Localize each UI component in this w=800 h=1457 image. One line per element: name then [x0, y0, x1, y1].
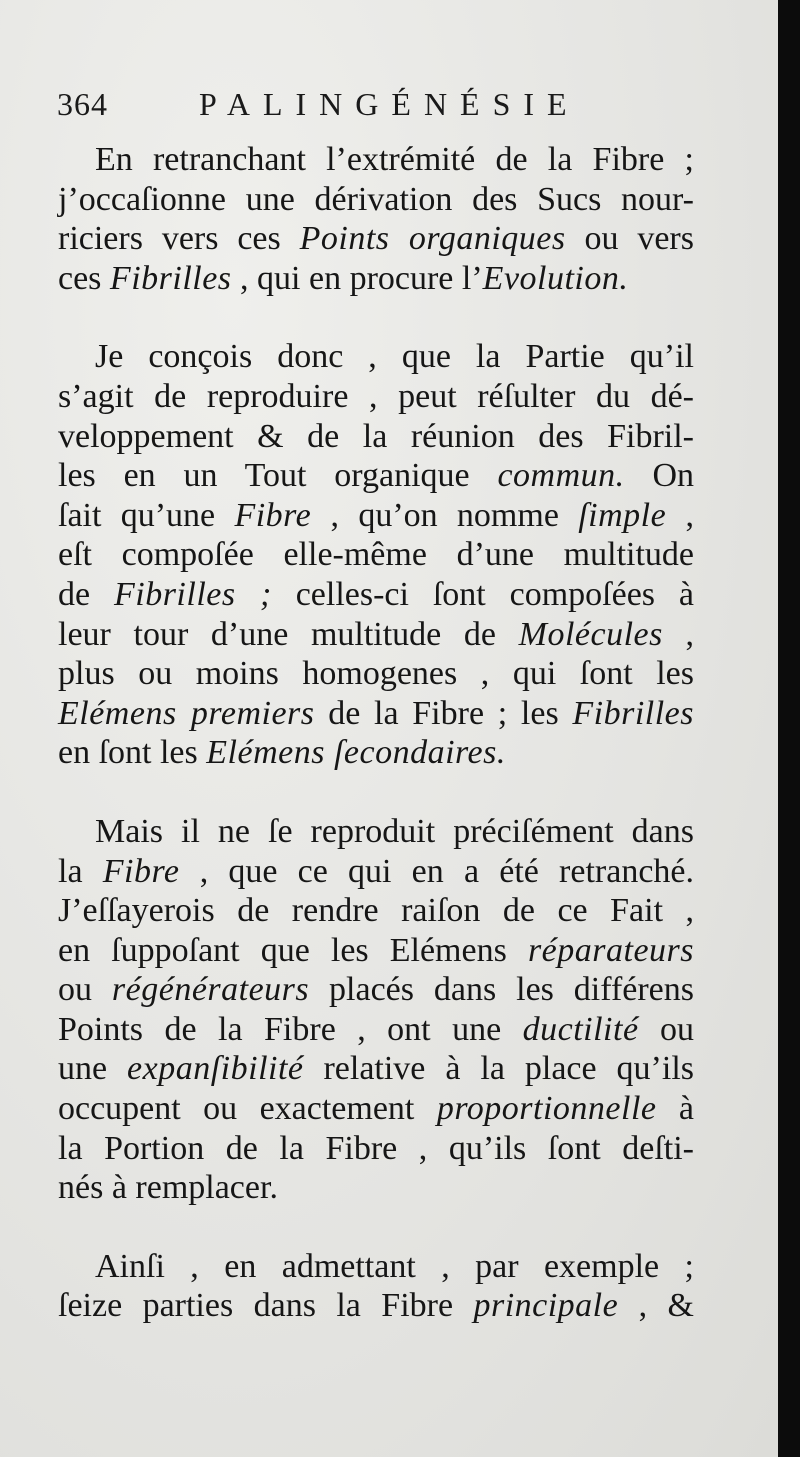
text-line: [58, 812, 694, 852]
text-run: Ainſi , en admettant , par exemple ;: [95, 1247, 694, 1285]
paragraph: [58, 140, 694, 298]
text-run: , qu’on nomme: [311, 496, 579, 534]
text-line: [58, 852, 694, 892]
text-run: s’agit de reproduire , peut réſulter du dé-: [58, 377, 694, 415]
text-run: En retranchant l’extrémité de la Fibre ;: [95, 141, 694, 178]
text-line: [58, 1168, 694, 1208]
text-run: J’eſſayerois de rendre raiſon de ce Fait ,: [58, 892, 694, 930]
text-run: plus ou moins homogenes , qui ſont les: [58, 655, 694, 693]
italic-run: commun.: [497, 457, 625, 495]
text-run: ſait qu’une: [58, 496, 235, 534]
text-run: veloppement & de la réunion des Fibril-: [58, 417, 694, 455]
text-line: [58, 891, 694, 931]
paragraph-gap: [58, 1208, 694, 1247]
text-run: On: [624, 457, 694, 495]
text-line: [58, 140, 694, 180]
italic-run: ductilité: [522, 1010, 639, 1048]
text-run: Mais il ne ſe reproduit préciſément dans: [95, 812, 694, 850]
text-line: [58, 1010, 694, 1050]
text-run: la Portion de la Fibre , qu’ils ſont deſti-: [58, 1129, 694, 1167]
text-line: [58, 654, 694, 694]
text-run: , que ce qui en a été retranché.: [179, 852, 694, 890]
text-run: placés dans les différens: [309, 971, 694, 1009]
text-line: [58, 694, 694, 734]
italic-run: Fibrilles: [572, 694, 694, 732]
text-run: , qui en procure l’: [231, 259, 483, 297]
text-line: [58, 931, 694, 971]
italic-run: régénérateurs: [111, 971, 310, 1009]
text-line: [58, 377, 694, 417]
paragraph: [58, 1247, 694, 1326]
text-line: [58, 1089, 694, 1129]
text-line: [58, 1286, 694, 1326]
italic-run: Points organiques: [299, 220, 566, 258]
text-run: riciers vers ces: [58, 220, 300, 258]
italic-run: expanſibilité: [127, 1050, 304, 1088]
text-run: , &: [618, 1287, 694, 1325]
text-line: [58, 337, 694, 377]
paragraph: [58, 812, 694, 1208]
text-line: [58, 496, 694, 536]
text-run: ou: [58, 971, 112, 1009]
text-line: [58, 1049, 694, 1089]
text-run: ,: [662, 615, 694, 653]
running-header: [57, 86, 697, 126]
italic-run: Fibre: [234, 496, 312, 534]
text-run: ces: [58, 259, 110, 297]
text-run: eſt compoſée elle-même d’une multitude: [58, 536, 694, 574]
text-run: de la Fibre ; les: [314, 694, 573, 732]
text-run: en ſuppoſant que les Elémens: [58, 931, 528, 969]
italic-run: réparateurs: [527, 931, 694, 969]
text-line: [58, 1247, 694, 1287]
text-run: une: [58, 1050, 128, 1088]
italic-run: Fibre: [102, 852, 180, 890]
italic-run: Elémens ſecondaires.: [206, 734, 506, 772]
italic-run: principale: [473, 1287, 619, 1325]
text-run: ,: [666, 496, 694, 534]
italic-run: Elémens premiers: [58, 694, 315, 732]
text-run: leur tour d’une multitude de: [58, 615, 519, 653]
italic-run: ſimple: [578, 496, 667, 534]
running-title: PALINGÉNÉSIE: [199, 86, 580, 122]
text-line: [58, 259, 694, 299]
italic-run: proportionnelle: [436, 1090, 657, 1128]
text-run: Je conçois donc , que la Partie qu’il: [95, 338, 694, 376]
text-line: [58, 180, 694, 220]
text-line: [58, 615, 694, 655]
text-run: ou: [638, 1010, 694, 1048]
paragraph: [58, 337, 694, 773]
text-line: [58, 535, 694, 575]
text-run: occupent ou exactement: [58, 1090, 437, 1128]
page-number: 364: [57, 86, 108, 122]
text-run: relative à la place qu’ils: [303, 1050, 694, 1088]
text-line: [58, 575, 694, 615]
text-line: [58, 1129, 694, 1169]
italic-run: Evolution.: [482, 259, 629, 297]
body-text: [58, 140, 694, 1326]
text-run: ſeize parties dans la Fibre: [58, 1287, 474, 1325]
text-run: la: [58, 852, 103, 890]
italic-run: Fibrilles ;: [113, 575, 272, 613]
text-run: j’occaſionne une dérivation des Sucs nour-: [58, 180, 694, 218]
italic-run: Fibrilles: [109, 259, 232, 297]
text-run: les en un Tout organique: [58, 457, 498, 495]
text-line: [58, 733, 694, 773]
text-run: Points de la Fibre , ont une: [58, 1010, 523, 1048]
text-line: [58, 219, 694, 259]
text-run: celles-ci ſont compoſées à: [271, 575, 695, 613]
paragraph-gap: [58, 773, 694, 812]
text-run: de: [58, 575, 114, 613]
text-run: à: [656, 1090, 695, 1128]
text-run: en ſont les: [58, 734, 207, 772]
text-run: ou vers: [565, 220, 694, 258]
paragraph-gap: [58, 298, 694, 337]
text-line: [58, 456, 694, 496]
italic-run: Molécules: [518, 615, 663, 653]
text-line: [58, 970, 694, 1010]
page-edge-shadow: [778, 0, 800, 1457]
text-run: nés à remplacer.: [58, 1169, 278, 1207]
text-line: [58, 417, 694, 457]
